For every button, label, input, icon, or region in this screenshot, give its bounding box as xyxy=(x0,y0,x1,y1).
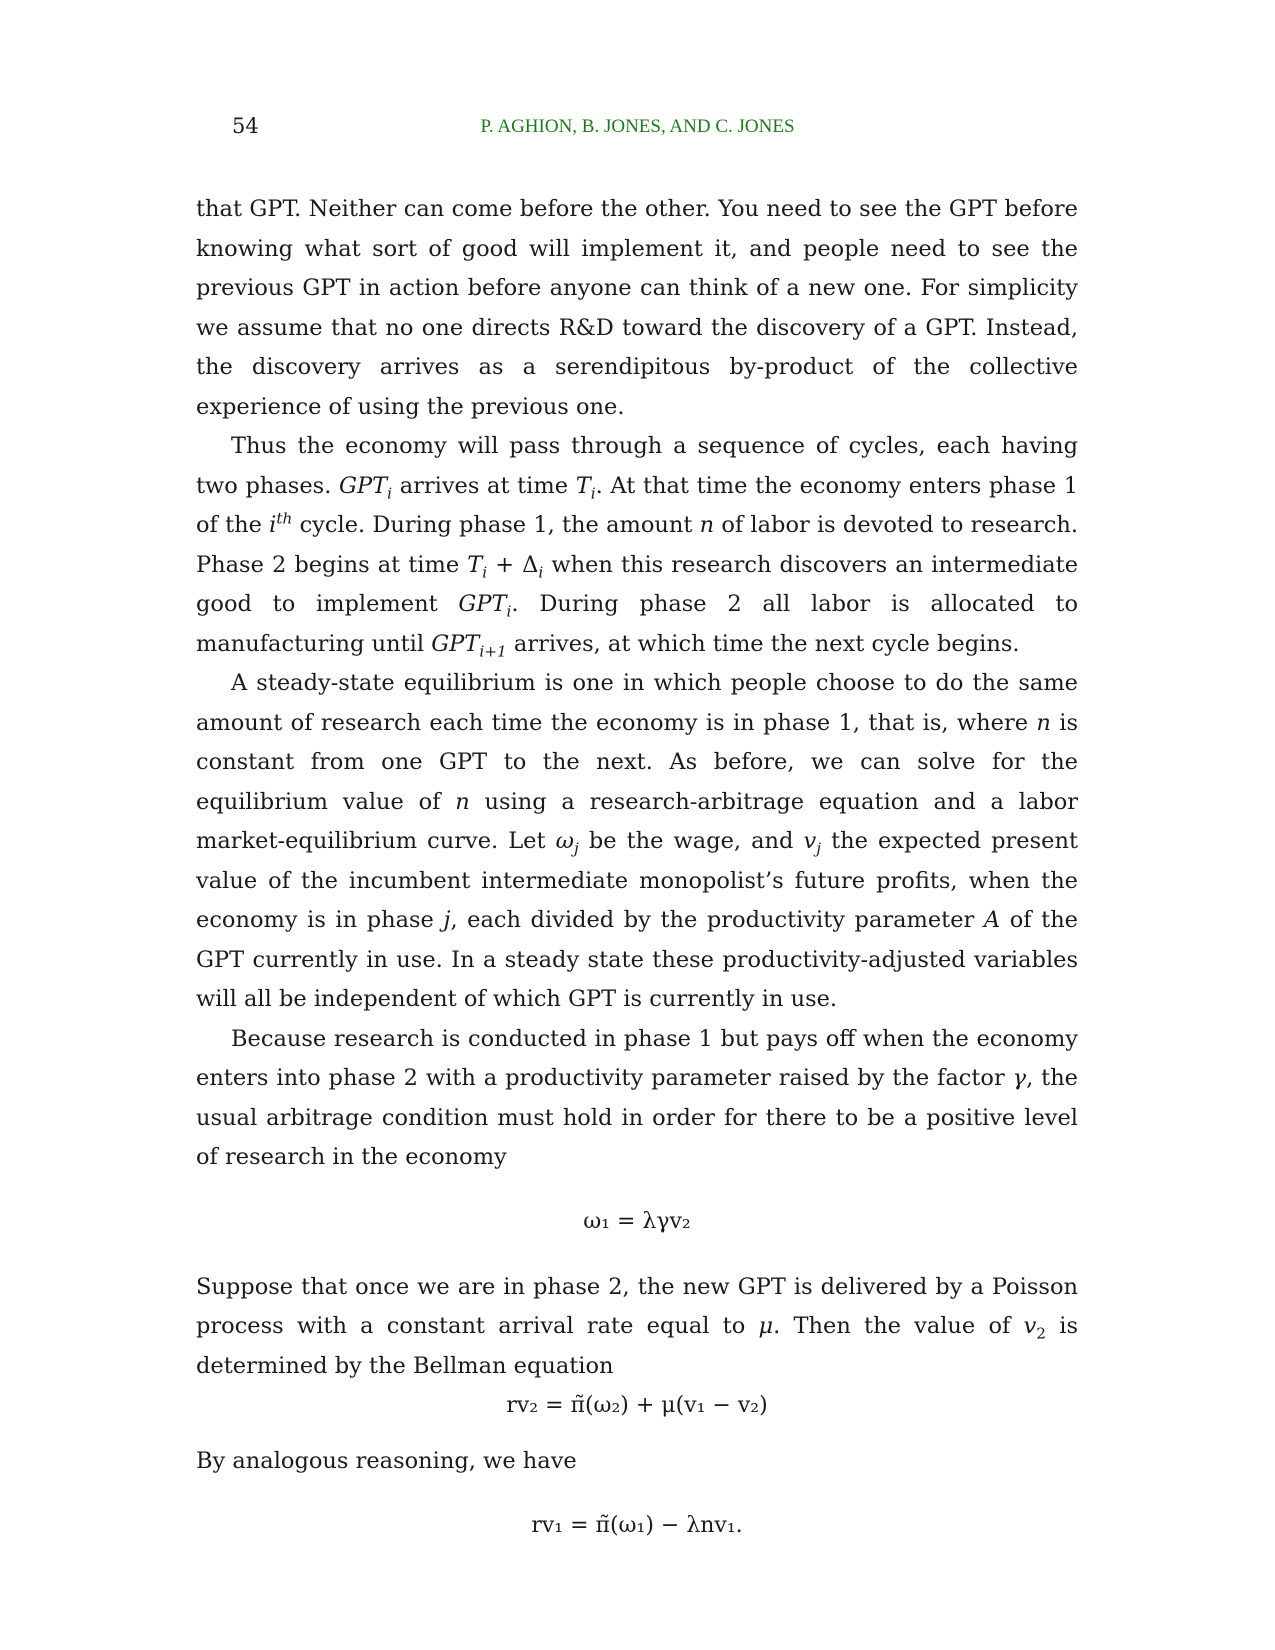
math-n: n xyxy=(699,512,715,538)
page-number: 54 xyxy=(232,114,259,138)
p5-text-b: . Then the value of xyxy=(773,1313,1011,1339)
math-sub: i xyxy=(506,602,512,621)
p2-text-h: arrives, at which time the next cycle begins. xyxy=(513,630,1020,657)
math-t: T xyxy=(467,551,483,578)
math-n: n xyxy=(455,788,470,815)
math-mu: μ xyxy=(758,1313,774,1339)
math-t: T xyxy=(575,472,591,499)
paragraph-3 xyxy=(196,664,1078,1020)
math-sub: j xyxy=(816,839,821,858)
math-gamma: γ xyxy=(1012,1065,1027,1091)
p2-text-b: arrives at time xyxy=(399,472,569,499)
math-sub: i xyxy=(387,484,393,502)
p2-text-c: . At that time the economy enters phase 1 of the xyxy=(196,472,1079,538)
math-sub: i xyxy=(482,563,488,581)
p2-text-a: Thus the economy will pass through a sequence of cycles, each having two phases. xyxy=(196,433,1078,499)
p5-text-c: is determined by the Bellman equation xyxy=(196,1313,1079,1379)
p2-text-f: when this research discovers an intermediate good to implement xyxy=(196,551,1079,617)
p3-text-a: A steady-state equilibrium is one in which people choose to do the same amount of research each time the economy is in phase 1, that is, where xyxy=(196,670,1078,736)
equation-bellman-v2: rv₂ = π̃(ω₂) + μ(v₁ − v₂) xyxy=(506,1393,768,1418)
math-j: j xyxy=(443,907,451,933)
math-gpt: GPT xyxy=(458,591,507,617)
p3-text-f: , each divided by the productivity parameter xyxy=(450,907,975,933)
p2-text-d: cycle. During phase 1, the amount xyxy=(299,512,693,538)
math-i: i xyxy=(269,512,277,538)
p3-text-e: the expected present value of the incumbent intermediate monopolist’s future profits, when the economy is in phase xyxy=(196,828,1079,933)
equation-bellman-v1: rv₁ = π̃(ω₁) − λnv₁. xyxy=(531,1512,743,1538)
p2-text-g: . During phase 2 all labor is allocated to manufacturing until xyxy=(196,591,1079,657)
paragraph-4 xyxy=(196,1020,1078,1178)
math-a: A xyxy=(983,907,1001,933)
running-head: P. AGHION, B. JONES, AND C. JONES xyxy=(480,116,795,137)
body-text xyxy=(196,190,1078,1546)
p4-text-a: Because research is conducted in phase 1 but pays off when the economy enters into phase 2 with a productivity parameter raised by the factor xyxy=(196,1025,1078,1091)
math-sub: j xyxy=(573,839,579,858)
paragraph-6: By analogous reasoning, we have xyxy=(196,1448,577,1474)
paragraph-2 xyxy=(196,427,1078,664)
paragraph-5 xyxy=(196,1268,1078,1387)
p2-text-e: of labor is devoted to research. Phase 2 begins at time xyxy=(196,512,1079,578)
p3-text-b: is constant from one GPT to the next. As before, we can solve for the equilibrium value of xyxy=(196,709,1079,815)
math-sub: i xyxy=(590,484,596,502)
p4-text-b: , the usual arbitrage condition must hold in order for there to be a positive level of research in the economy xyxy=(196,1065,1078,1170)
math-sub: 2 xyxy=(1036,1324,1047,1343)
math-sub: i xyxy=(538,563,544,581)
math-plus-delta: + Δ xyxy=(495,551,539,578)
p3-text-c: using a research-arbitrage equation and a labor market-equilibrium curve. Let xyxy=(196,788,1079,854)
math-omega: ω xyxy=(555,828,574,854)
math-sup: th xyxy=(276,509,293,528)
math-n: n xyxy=(1036,709,1051,736)
math-gpt: GPT xyxy=(339,472,388,499)
math-v: v xyxy=(1023,1313,1037,1339)
math-gpt: GPT xyxy=(431,630,480,657)
equation-arbitrage: ω₁ = λγv₂ xyxy=(583,1208,691,1234)
paragraph-1: that GPT. Neither can come before the other. You need to see the GPT before knowing what sort of good will implement it, and people need to see the previous GPT in action before anyone can think of a new one. For simplicity we assume that no one directs R&D toward the discovery of a GPT. Instead, the discovery arrives as a serendipitous by-product of the collective experience of using the previous one. xyxy=(196,196,1078,420)
math-sub: i+1 xyxy=(479,642,507,660)
p3-text-g: of the GPT currently in use. In a steady state these productivity-adjusted variables will all be independent of which GPT is currently in use. xyxy=(196,907,1078,1012)
p5-text-a: Suppose that once we are in phase 2, the new GPT is delivered by a Poisson process with a constant arrival rate equal to xyxy=(196,1273,1078,1339)
math-v: v xyxy=(803,828,817,854)
p3-text-d: be the wage, and xyxy=(588,828,794,854)
